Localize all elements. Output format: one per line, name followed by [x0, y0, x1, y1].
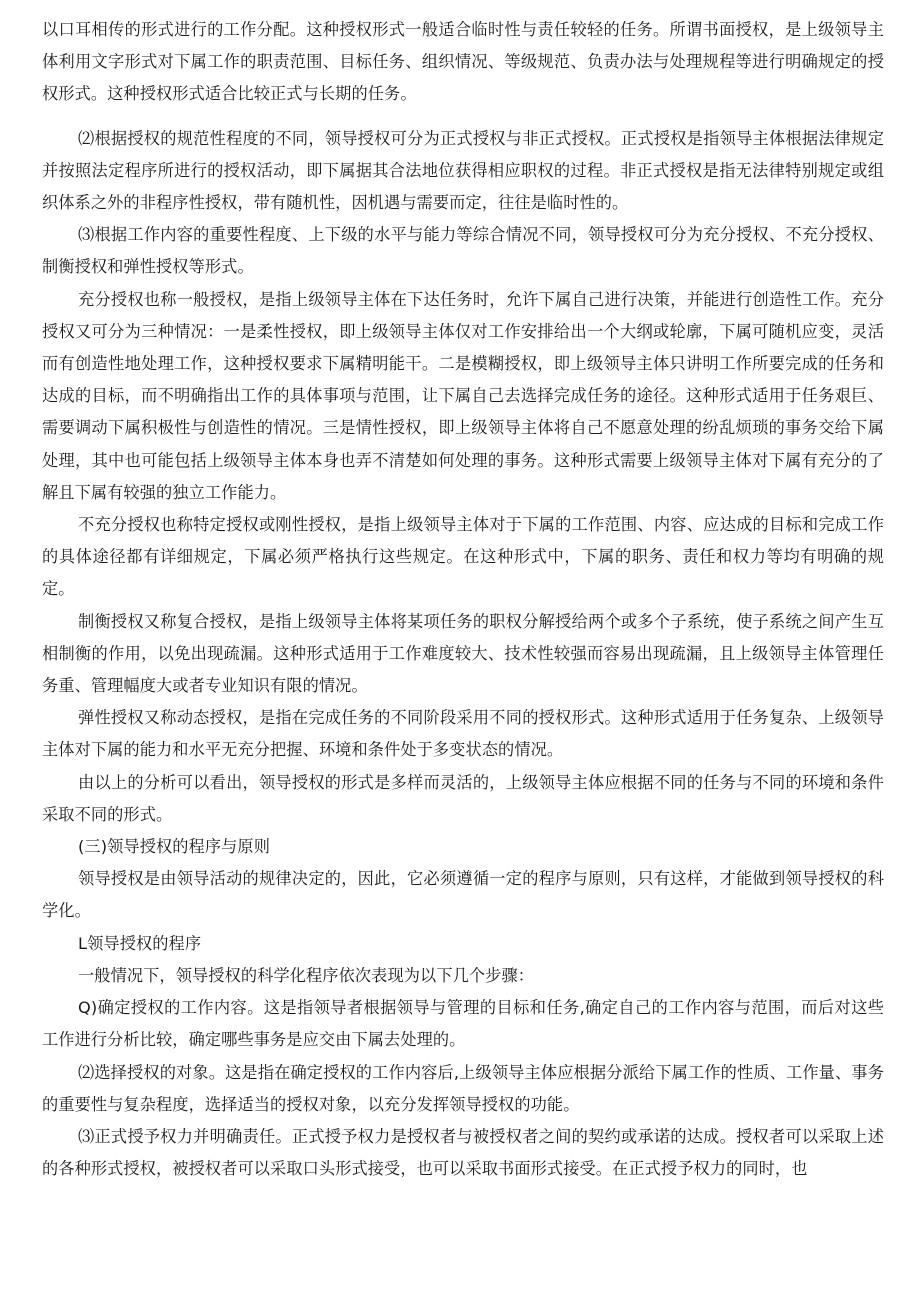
step-select-object: ⑵选择授权的对象。这是指在确定授权的工作内容后,上级领导主体应根据分派给下属工作的性质、工作量、事务的重要性与复杂程度，选择适当的授权对象，以充分发挥领导授权的功能。 [42, 1062, 884, 1114]
step-grant-power: ⑶正式授予权力并明确责任。正式授予权力是授权者与被授权者之间的契约或承诺的达成。授权者可以采取上述的各种形式授权，被授权者可以采取口头形式接受，也可以采取书面形式接受。在正式授予权力的同时，也 [42, 1126, 884, 1179]
step-determine-content: Q)确定授权的工作内容。这是指领导者根据领导与管理的目标和任务,确定自己的工作内容与范围，而后对这些工作进行分析比较，确定哪些事务是应交由下属去处理的。 [42, 998, 884, 1050]
paragraph-flexible-authorization: 弹性授权又称动态授权，是指在完成任务的不同阶段采用不同的授权形式。这种形式适用于任务复杂、上级领导主体对下属的能力和水平无充分把握、环境和条件处于多变状态的情况。 [42, 708, 884, 760]
paragraph-authorization-forms: ⑶根据工作内容的重要性程度、上下级的水平与能力等综合情况不同，领导授权可分为充分授权、不充分授权、制衡授权和弹性授权等形式。 [42, 225, 884, 277]
paragraph-written-authorization: 以口耳相传的形式进行的工作分配。这种授权形式一般适合临时性与责任较轻的任务。所谓书面授权，是上级领导主体利用文字形式对下属工作的职责范围、目标任务、组织情况、等级规范、负责办法与处理规程等进行明确规定的授权形式。这种授权形式适合比较正式与长期的任务。 [42, 20, 884, 104]
section-heading-procedure-principles: (三)领导授权的程序与原则 [78, 837, 270, 857]
paragraph-authorization-rules: 领导授权是由领导活动的规律决定的，因此，它必须遵循一定的程序与原则，只有这样，才能做到领导授权的科学化。 [42, 869, 884, 921]
paragraph-procedure-intro: 一般情况下，领导授权的科学化程序依次表现为以下几个步骤： [78, 965, 535, 985]
document-page [42, 14, 884, 1185]
paragraph-formal-authorization: ⑵根据授权的规范性程度的不同，领导授权可分为正式授权与非正式授权。正式授权是指领导主体根据法律规定并按照法定程序所进行的授权活动，即下属据其合法地位获得相应职权的过程。非正式授权是指无法律特别规定或组织体系之外的非程序性授权，带有随机性，因机遇与需要而定，往往是临时性的。 [42, 128, 884, 213]
paragraph-balanced-authorization: 制衡授权又称复合授权，是指上级领导主体将某项任务的职权分解授给两个或多个子系统，使子系统之间产生互相制衡的作用，以免出现疏漏。这种形式适用于工作难度较大、技术性较强而容易出现疏漏，且上级领导主体管理任务重、管理幅度大或者专业知识有限的情况。 [42, 611, 884, 696]
paragraph-partial-authorization: 不充分授权也称特定授权或刚性授权，是指上级领导主体对于下属的工作范围、内容、应达成的目标和完成工作的具体途径都有详细规定，下属必须严格执行这些规定。在这种形式中，下属的职务、责任和权力等均有明确的规定。 [42, 515, 884, 599]
paragraph-analysis-summary: 由以上的分析可以看出，领导授权的形式是多样而灵活的，上级领导主体应根据不同的任务与不同的环境和条件采取不同的形式。 [42, 772, 884, 824]
subheading-authorization-procedure: L领导授权的程序 [78, 933, 202, 953]
paragraph-full-authorization: 充分授权也称一般授权，是指上级领导主体在下达任务时，允许下属自己进行决策，并能进行创造性工作。充分授权又可分为三种情况：一是柔性授权，即上级领导主体仅对工作安排给出一个大纲或轮廓，下属可随机应变，灵活而有创造性地处理工作，这种授权要求下属精明能干。二是模糊授权，即上级领导主体只讲明工作所要完成的任务和达成的目标，而不明确指出工作的具体事项与范围，让下属自己去选择完成任务的途径。这种形式适用于任务艰巨、需要调动下属积极性与创造性的情况。三是情性授权，即上级领导主体将自己不愿意处理的纷乱烦琐的事务交给下属处理，其中也可能包括上级领导主体本身也弄不清楚如何处理的事务。这种形式需要上级领导主体对下属有充分的了解且下属有较强的独立工作能力。 [42, 289, 884, 502]
